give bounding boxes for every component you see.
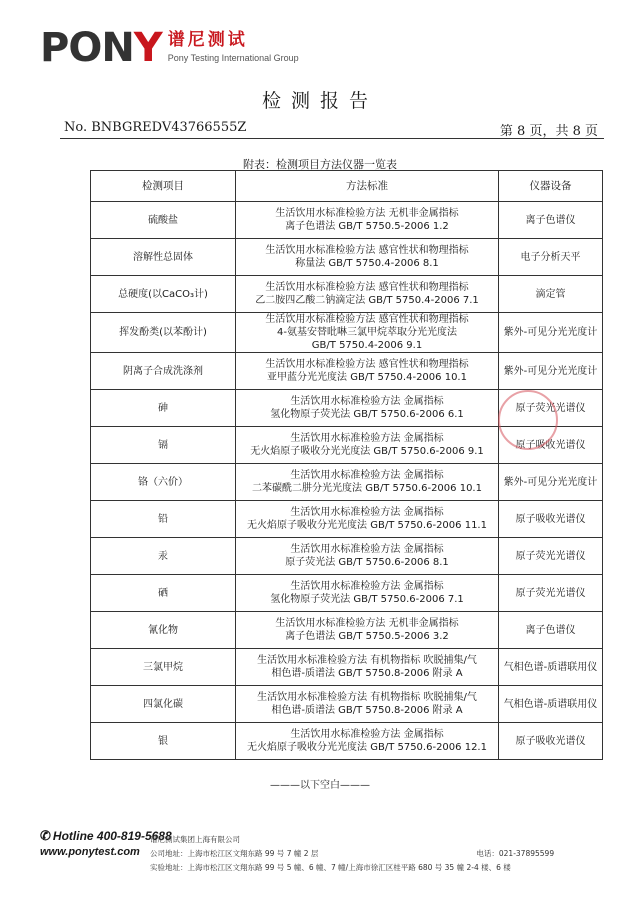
instrument: 原子荧光光谱仪: [499, 390, 603, 427]
test-item: 铬（六价）: [91, 464, 236, 501]
test-item: 银: [91, 723, 236, 760]
test-item: 四氯化碳: [91, 686, 236, 723]
method-standard: [236, 390, 499, 427]
method-standard: [236, 686, 499, 723]
method-standard: [236, 353, 499, 390]
method-line: 生活饮用水标准检验方法 金属指标: [290, 581, 444, 592]
table-row: [91, 612, 603, 649]
method-line: 生活饮用水标准检验方法 感官性状和物理指标: [265, 282, 469, 293]
report-number: No. BNBGREDV43766555Z: [64, 120, 247, 135]
method-line: 生活饮用水标准检验方法 金属指标: [290, 396, 444, 407]
header-item: 检测项目: [91, 171, 236, 202]
table-row: [91, 276, 603, 313]
table-row: [91, 649, 603, 686]
method-line: 离子色谱法 GB/T 5750.5-2006 1.2: [285, 221, 449, 232]
table-row: [91, 723, 603, 760]
method-line: 生活饮用水标准检验方法 感官性状和物理指标: [265, 314, 469, 325]
method-standard: [236, 239, 499, 276]
method-line: 生活饮用水标准检验方法 金属指标: [290, 729, 444, 740]
table-row: [91, 686, 603, 723]
test-item: 溶解性总固体: [91, 239, 236, 276]
method-line: 离子色谱法 GB/T 5750.5-2006 3.2: [285, 631, 449, 642]
hotline-text: Hotline 400-819-5688: [52, 829, 172, 843]
table-row: [91, 501, 603, 538]
test-item: 三氯甲烷: [91, 649, 236, 686]
instrument: 紫外-可见分光光度计: [499, 464, 603, 501]
method-standard: [236, 501, 499, 538]
method-standard: [236, 464, 499, 501]
method-line: 生活饮用水标准检验方法 感官性状和物理指标: [265, 245, 469, 256]
logo-word: PON: [40, 25, 134, 71]
table-row: [91, 538, 603, 575]
method-line: 生活饮用水标准检验方法 感官性状和物理指标: [265, 359, 469, 370]
header-method: 方法标准: [236, 171, 499, 202]
method-standard: [236, 427, 499, 464]
logo-english-name: Pony Testing International Group: [167, 53, 299, 63]
instrument: 紫外-可见分光光度计: [499, 353, 603, 390]
method-line: 氢化物原子荧光法 GB/T 5750.6-2006 6.1: [270, 409, 464, 420]
instrument: 离子色谱仪: [499, 202, 603, 239]
method-line: 无火焰原子吸收分光光度法 GB/T 5750.6-2006 9.1: [250, 446, 484, 457]
method-line: 生活饮用水标准检验方法 有机物指标 吹脱捕集/气: [257, 655, 477, 666]
table-row: [91, 202, 603, 239]
method-standard: [236, 575, 499, 612]
table-row: [91, 575, 603, 612]
method-line: 原子荧光法 GB/T 5750.6-2006 8.1: [285, 557, 449, 568]
method-standard: [236, 276, 499, 313]
method-line: 生活饮用水标准检验方法 金属指标: [290, 470, 444, 481]
report-title: 检测报告: [261, 90, 378, 112]
company-address: 公司地址：上海市松江区文翔东路 99 号 7 幢 2 层: [150, 849, 319, 858]
method-line: 生活饮用水标准检验方法 金属指标: [290, 507, 444, 518]
method-line: 生活饮用水标准检验方法 无机非金属指标: [275, 208, 459, 219]
end-of-table-mark: ———以下空白———: [270, 780, 370, 791]
method-line: 生活饮用水标准检验方法 金属指标: [290, 544, 444, 555]
test-item: 挥发酚类(以苯酚计): [91, 313, 236, 353]
method-line: 生活饮用水标准检验方法 无机非金属指标: [275, 618, 459, 629]
logo-chinese-name: 谱尼测试: [167, 30, 248, 50]
table-row: [91, 313, 603, 353]
test-item: 氰化物: [91, 612, 236, 649]
footer-addresses: [150, 833, 620, 875]
instrument: 原子吸收光谱仪: [499, 723, 603, 760]
instrument: 原子荧光光谱仪: [499, 575, 603, 612]
lab-address: 实验地址：上海市松江区文翔东路 99 号 5 幢、6 幢、7 幢/上海市徐汇区桂平路 680 号 35 幢 2-4 楼、6 楼: [150, 863, 511, 872]
instrument: 气相色谱-质谱联用仪: [499, 686, 603, 723]
method-line: 氢化物原子荧光法 GB/T 5750.6-2006 7.1: [270, 594, 464, 605]
test-item: 阴离子合成洗涤剂: [91, 353, 236, 390]
website-link[interactable]: www.ponytest.com: [40, 846, 140, 858]
method-line: 相色谱-质谱法 GB/T 5750.8-2006 附录 A: [271, 668, 463, 679]
method-line: 二苯碳酰二肼分光光度法 GB/T 5750.6-2006 10.1: [252, 483, 482, 494]
test-item: 硫酸盐: [91, 202, 236, 239]
method-standard: [236, 612, 499, 649]
instrument: 原子吸收光谱仪: [499, 427, 603, 464]
telephone: 电话：021-37895599: [476, 849, 555, 858]
phone-icon: ✆: [40, 828, 51, 843]
page-number: 第 8 页，共 8 页: [499, 124, 598, 139]
method-line: 称量法 GB/T 5750.4-2006 8.1: [295, 258, 439, 269]
method-standard: [236, 313, 499, 353]
instrument: 离子色谱仪: [499, 612, 603, 649]
test-item: 汞: [91, 538, 236, 575]
inspection-seal: [498, 390, 558, 450]
method-standard: [236, 723, 499, 760]
table-header-row: [91, 171, 603, 202]
instrument: 紫外-可见分光光度计: [499, 313, 603, 353]
method-line: 生活饮用水标准检验方法 有机物指标 吹脱捕集/气: [257, 692, 477, 703]
test-item: 总硬度(以CaCO₃计): [91, 276, 236, 313]
method-line: 无火焰原子吸收分光光度法 GB/T 5750.6-2006 11.1: [247, 520, 487, 531]
header-divider: [60, 138, 604, 139]
company-logo: [40, 25, 299, 71]
method-line: 无火焰原子吸收分光光度法 GB/T 5750.6-2006 12.1: [247, 742, 487, 753]
method-line: GB/T 5750.4-2006 9.1: [311, 340, 423, 351]
table-row: [91, 353, 603, 390]
logo-letter-y: Y: [133, 25, 162, 71]
test-item: 硒: [91, 575, 236, 612]
instrument: 气相色谱-质谱联用仪: [499, 649, 603, 686]
company-name: 谱尼测试集团上海有限公司: [150, 835, 240, 844]
method-line: 乙二胺四乙酸二钠滴定法 GB/T 5750.4-2006 7.1: [255, 295, 479, 306]
instrument: 滴定管: [499, 276, 603, 313]
method-standard: [236, 649, 499, 686]
table-row: [91, 464, 603, 501]
method-standard: [236, 538, 499, 575]
instrument: 电子分析天平: [499, 239, 603, 276]
table-caption: 附表：检测项目方法仪器一览表: [243, 158, 397, 171]
method-instrument-table: [90, 170, 603, 760]
instrument: 原子荧光光谱仪: [499, 538, 603, 575]
method-standard: [236, 202, 499, 239]
method-line: 生活饮用水标准检验方法 金属指标: [290, 433, 444, 444]
method-line: 4-氨基安替吡啉三氯甲烷萃取分光光度法: [277, 327, 457, 338]
test-item: 铅: [91, 501, 236, 538]
method-line: 亚甲蓝分光光度法 GB/T 5750.4-2006 10.1: [267, 372, 467, 383]
method-line: 相色谱-质谱法 GB/T 5750.8-2006 附录 A: [271, 705, 463, 716]
instrument: 原子吸收光谱仪: [499, 501, 603, 538]
test-item: 砷: [91, 390, 236, 427]
test-item: 镉: [91, 427, 236, 464]
table-row: [91, 239, 603, 276]
header-instrument: 仪器设备: [499, 171, 603, 202]
